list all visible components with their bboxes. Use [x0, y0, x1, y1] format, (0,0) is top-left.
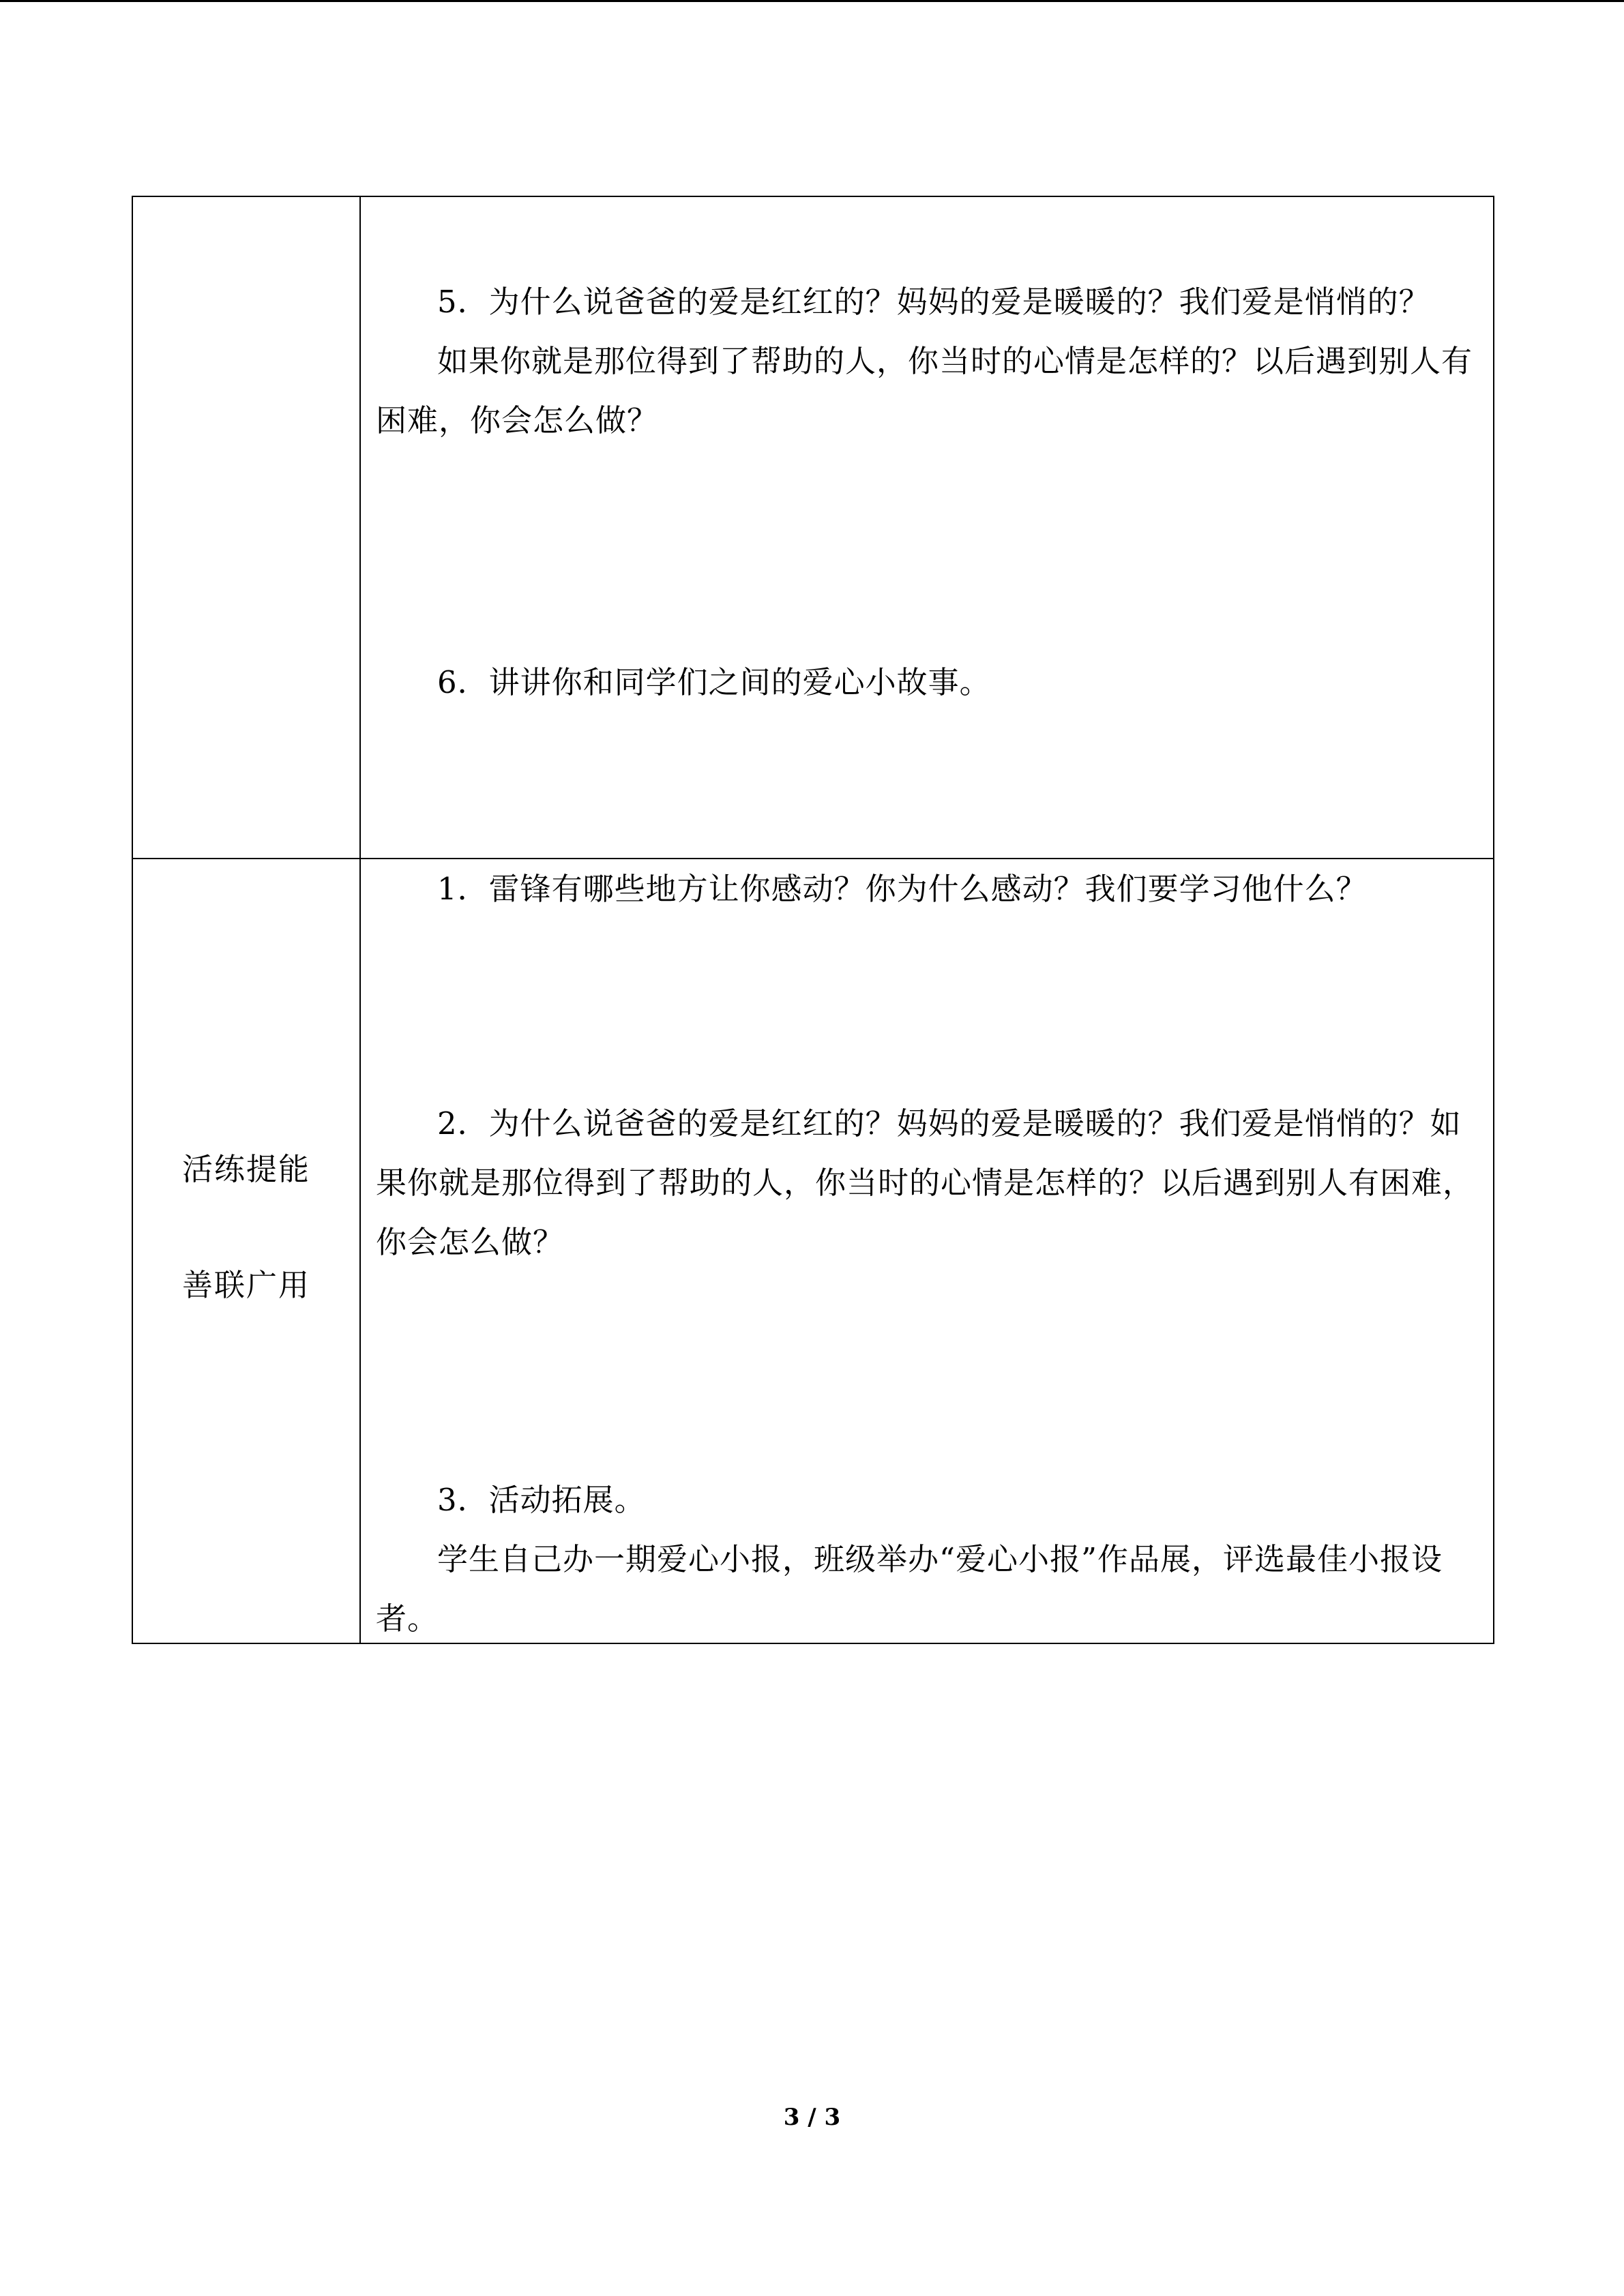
section-label-line-1: 活练提能: [181, 1151, 310, 1187]
content-cell: [360, 196, 1494, 859]
question-5: 5．为什么说爸爸的爱是红红的？妈妈的爱是暖暖的？我们爱是悄悄的？: [437, 284, 1430, 320]
question-3: 3．活动拓展。: [437, 1482, 646, 1518]
page-number: 3 / 3: [783, 2104, 841, 2131]
question-3-detail: 学生自己办一期爱心小报，班级举办“爱心小报”作品展，评选最佳小报设者。: [376, 1541, 1443, 1637]
lesson-table: [132, 196, 1494, 1644]
section-label-cell: [132, 196, 360, 859]
section-label-line-2: 善联广用: [181, 1267, 310, 1303]
section-label-cell: [132, 859, 360, 1643]
question-5-followup: 如果你就是那位得到了帮助的人，你当时的心情是怎样的？以后遇到别人有困难，你会怎么做？: [376, 343, 1473, 438]
top-border-line: [0, 0, 1624, 2]
question-1: 1．雷锋有哪些地方让你感动？你为什么感动？我们要学习他什么？: [437, 871, 1368, 907]
question-2: 2．为什么说爸爸的爱是红红的？妈妈的爱是暖暖的？我们爱是悄悄的？如果你就是那位得到了帮助的人，你当时的心情是怎样的？以后遇到别人有困难，你会怎么做？: [376, 1105, 1475, 1260]
content-cell: [360, 859, 1494, 1643]
table-row: [132, 196, 1494, 859]
table-row: [132, 859, 1494, 1643]
question-6: 6．讲讲你和同学们之间的爱心小故事。: [437, 664, 991, 700]
